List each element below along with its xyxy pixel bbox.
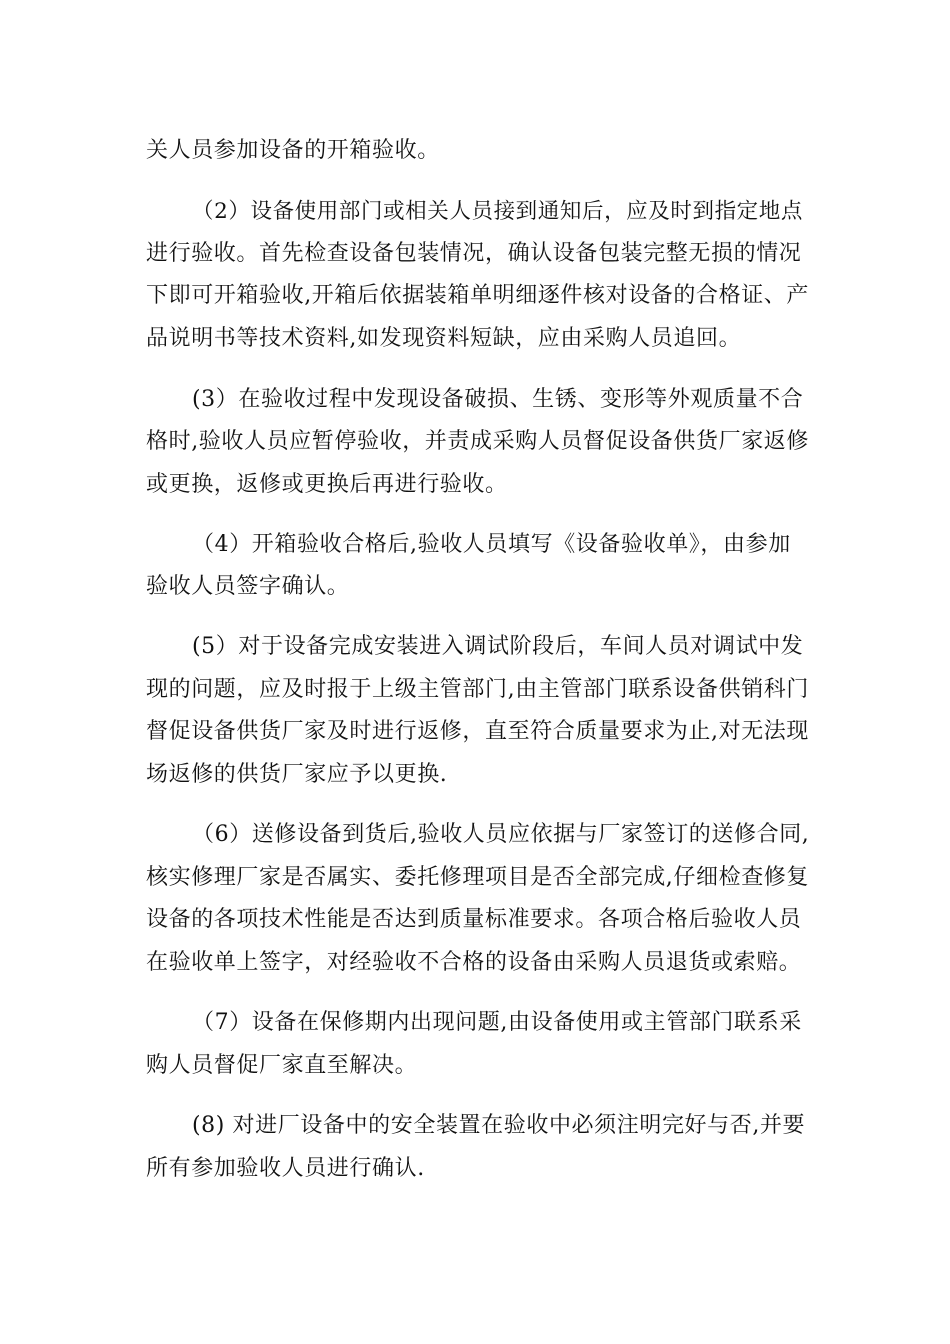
paragraph-8-line-2: 所有参加验收人员进行确认. [146, 1156, 425, 1181]
paragraph-3-line-3: 或更换，返修或更换后再进行验收。 [146, 472, 508, 497]
paragraph-5-line-2: 现的问题，应及时报于上级主管部门,由主管部门联系设备供销科门 [146, 677, 809, 702]
paragraph-6-line-1: （6）送修设备到货后,验收人员应依据与厂家签订的送修合同, [192, 822, 810, 847]
paragraph-3-line-2: 格时,验收人员应暂停验收，并责成采购人员督促设备供货厂家返修 [146, 429, 809, 454]
paragraph-5-line-3: 督促设备供货厂家及时进行返修，直至符合质量要求为止,对无法现 [146, 719, 809, 744]
paragraph-5-line-4: 场返修的供货厂家应予以更换. [146, 762, 448, 787]
paragraph-7-line-2: 购人员督促厂家直至解决。 [146, 1053, 418, 1078]
paragraph-4-line-2: 验收人员签字确认。 [146, 574, 350, 599]
paragraph-2-line-2: 进行验收。首先检查设备包装情况，确认设备包装完整无损的情况 [146, 241, 802, 266]
paragraph-3-line-1: (3）在验收过程中发现设备破损、生锈、变形等外观质量不合 [192, 387, 804, 412]
paragraph-8-line-1: (8) 对进厂设备中的安全装置在验收中必须注明完好与否,并要 [192, 1113, 806, 1138]
paragraph-6-line-3: 设备的各项技术性能是否达到质量标准要求。各项合格后验收人员 [146, 907, 802, 932]
paragraph-6-line-2: 核实修理厂家是否属实、委托修理项目是否全部完成,仔细检查修复 [146, 865, 809, 890]
paragraph-2-line-3: 下即可开箱验收,开箱后依据装箱单明细逐件核对设备的合格证、产 [146, 283, 809, 308]
paragraph-7-line-1: （7）设备在保修期内出现问题,由设备使用或主管部门联系采 [192, 1010, 802, 1035]
paragraph-5-line-1: (5）对于设备完成安装进入调试阶段后，车间人员对调试中发 [192, 634, 804, 659]
paragraph-2-line-4: 品说明书等技术资料,如发现资料短缺，应由采购人员追回。 [146, 326, 742, 351]
paragraph-6-line-4: 在验收单上签字，对经验收不合格的设备由采购人员退货或索赔。 [146, 950, 802, 975]
paragraph-2-line-1: （2）设备使用部门或相关人员接到通知后，应及时到指定地点 [192, 199, 803, 224]
paragraph-1-line-1: 关人员参加设备的开箱验收。 [146, 138, 440, 163]
paragraph-4-line-1: （4）开箱验收合格后,验收人员填写《设备验收单》，由参加 [192, 532, 791, 557]
